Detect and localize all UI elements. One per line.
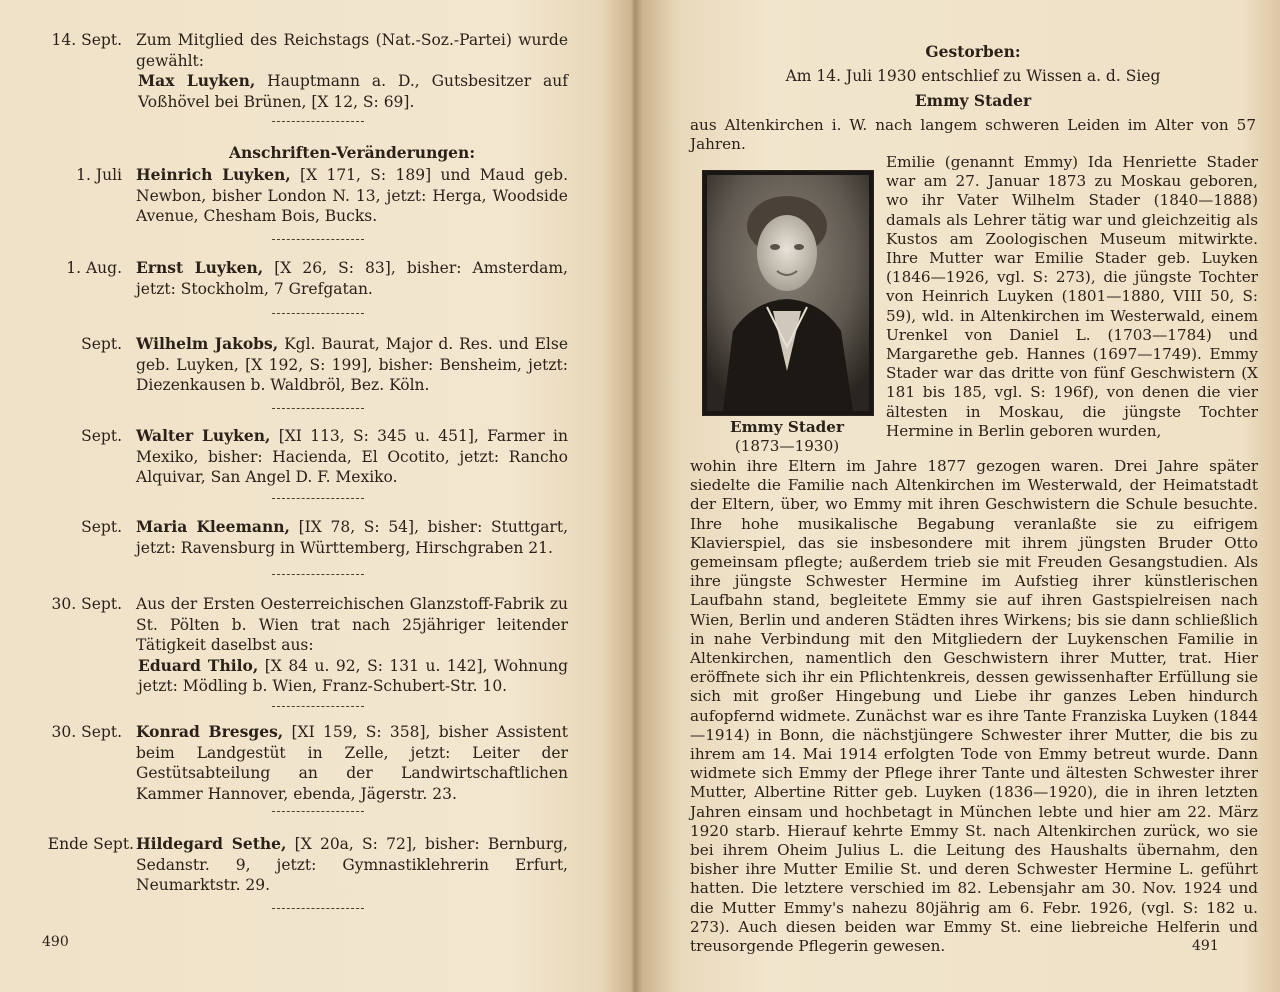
entry-date: 30. Sept. [51,595,122,613]
entry-heading: Aus der Ersten Oesterreichischen Glanzstoff-Fabrik zu St. Pölten b. Wien trat nach 25jähriger leitender Tätigkeit daselbst aus: [136,595,568,654]
separator [272,574,364,575]
person-name: Konrad Bresges, [136,722,284,741]
death-notice-line: Am 14. Juli 1930 entschlief zu Wissen a. d. Sieg [785,67,1161,85]
person-name: Hildegard Sethe, [136,834,287,853]
person-name: Eduard Thilo, [138,655,259,675]
separator [272,121,364,122]
portrait-image [703,171,873,415]
entry-date: 14. Sept. [51,31,122,49]
entry-date: 1. Juli [76,166,122,184]
entry-heading: Zum Mitglied des Reichstags (Nat.-Soz.-Partei) wurde gewählt: [136,31,568,70]
entry-date: Ende Sept. [47,835,134,853]
right-page [640,0,1280,992]
separator [272,908,364,909]
entry-date: Sept. [81,518,122,536]
page-number: 490 [42,934,69,950]
person-name: Walter Luyken, [136,426,271,445]
person-name: Heinrich Luyken, [136,165,291,184]
entry-text: [IX 78, S: 54], bisher: Stuttgart, jetzt: Ravensburg in Württemberg, Hirschgraben 21. [136,518,568,557]
person-name: Ernst Luyken, [136,258,264,277]
page-number: 491 [1192,938,1219,954]
person-name: Max Luyken, [138,71,256,90]
photo-caption-years: (1873—1930) [734,437,840,455]
separator [272,408,364,409]
deceased-name: Emmy Stader [914,91,1032,110]
separator [272,313,364,314]
person-name: Maria Kleemann, [136,517,290,536]
entry-text: [X 20a, S: 72], bisher: Bernburg, Sedanstr. 9, jetzt: Gymnastiklehrerin Erfurt, Neumarktstr. 29. [136,835,568,894]
photo-caption-name: Emmy Stader [730,418,844,436]
entry-text: [X 26, S: 83], bisher: Amsterdam, jetzt: Stockholm, 7 Grefgatan. [136,259,568,298]
separator [272,706,364,707]
entry-text: Hauptmann a. D., Gutsbesitzer auf Voßhövel bei Brünen, [X 12, S: 69]. [138,72,568,111]
separator [272,239,364,240]
entry-date: Sept. [81,335,122,353]
biography-intro: Emilie (genannt Emmy) Ida Henriette Stader war am 27. Januar 1873 zu Moskau geboren, wo ihr Vater Wilhelm Stader (1840—1888) damals als Lehrer tätig war und gleichzeitig als Kustos am Zoologischen Museum mitwirkte. Ihre Mutter war Emilie Stader geb. Luyken (1846—1926, vgl. S: 273), die jüngste Tochter von Heinrich Luyken (1801—1880, VIII 50, S: 59), wld. in Altenkirchen im Westerwald, einem Urenkel von Daniel L. (1703—1784) und Margarethe geb. Hannes (1697—1749). Emmy Stader war das dritte von fünf Geschwistern (X 181 bis 185, vgl. S: 196f), von denen die vier ältesten in Moskau, die jüngste Tochter Hermine in Berlin geboren wurden, [886,153,1258,440]
left-page [0,0,630,992]
separator [272,498,364,499]
person-name: Wilhelm Jakobs, [136,334,279,353]
separator [272,811,364,812]
entry-date: 1. Aug. [66,259,122,277]
section-heading: Gestorben: [925,42,1021,61]
entry-text: [X 171, S: 189] und Maud geb. Newbon, bisher London N. 13, jetzt: Herga, Woodside Avenue, Chesham Bois, Bucks. [136,166,568,225]
biography-text: wohin ihre Eltern im Jahre 1877 gezogen waren. Drei Jahre später siedelte die Familie nach Altenkirchen im Westerwald, der Heimatstadt der Eltern, über, wo Emmy mit ihren Geschwistern die Schule besuchte. Ihre hohe musikalische Begabung veranlaßte sie zu eifrigem Klavierspiel, das sie insbesondere mit ihrem jüngsten Bruder Otto gemeinsam pflegte; außerdem trieb sie mit Freuden Gesangstudien. Als ihre jüngste Schwester Hermine im Aufstieg ihrer künstlerischen Laufbahn stand, begleitete Emmy sie auf ihren Gastspielreisen nach Wien, Berlin und anderen Städten ihres Wirkens; bis sie dann schließlich in nahe Verbindung mit den Mitgliedern der Luykenschen Familie in Altenkirchen, namentlich den Geschwistern ihrer Mutter, trat. Hier eröffnete sich ihr ein Pflichtenkreis, dessen gewissenhafter Erfüllung sie sich mit großer Hingebung und Liebe ihr ganzes Leben hindurch aufopfernd widmete. Zunächst war es ihre Tante Franziska Luyken (1844—1914) in Bonn, die nächstjüngere Schwester ihrer Mutter, die bis zu ihrem am 14. Mai 1914 erfolgten Tode von Emmy betreut wurde. Dann widmete sich Emmy der Pflege ihrer Tante und ältesten Schwester ihrer Mutter, Albertine Ritter geb. Luyken (1836—1920), die in ihren letzten Jahren einsam und hochbetagt in München lebte und hier am 22. März 1920 starb. Hierauf kehrte Emmy St. nach Altenkirchen zurück, wo sie bei ihrem Oheim Julius L. die Leitung des Haushalts übernahm, den bisher ihre Mutter Emilie St. und deren Schwester Hermine L. geführt hatten. Die letztere verschied im 82. Lebensjahr am 30. Nov. 1924 und die Mutter Emmy's nahezu 80jährig am 6. Febr. 1926, (vgl. S: 182 u. 273). Auch diesen beiden war Emmy St. eine liebreiche Helferin und treusorgende Pflegerin gewesen. [690,457,1258,956]
entry-date: Sept. [81,427,122,445]
entry-text: [X 84 u. 92, S: 131 u. 142], Wohnung jetzt: Mödling b. Wien, Franz-Schubert-Str. 10. [138,656,568,695]
entry-date: 30. Sept. [51,723,122,741]
section-heading: Anschriften-Veränderungen: [228,143,476,162]
entry-text: [XI 113, S: 345 u. 451], Farmer in Mexiko, bisher: Hacienda, El Ocotito, jetzt: Rancho Alquivar, San Angel D. F. Mexiko. [136,427,568,486]
portrait-photo [702,170,874,416]
death-notice-text: aus Altenkirchen i. W. nach langem schweren Leiden im Alter von 57 Jahren. [690,116,1256,154]
entry-text: [XI 159, S: 358], bisher Assistent beim Landgestüt in Zelle, jetzt: Leiter der Gestütsabteilung an der Landwirtschaftlichen Kammer Hannover, ebenda, Jägerstr. 23. [136,723,569,803]
entry-text: Kgl. Baurat, Major d. Res. und Else geb. Luyken, [X 192, S: 199], bisher: Bensheim, jetzt: Diezenkausen b. Waldbröl, Bez. Köln. [136,335,568,394]
